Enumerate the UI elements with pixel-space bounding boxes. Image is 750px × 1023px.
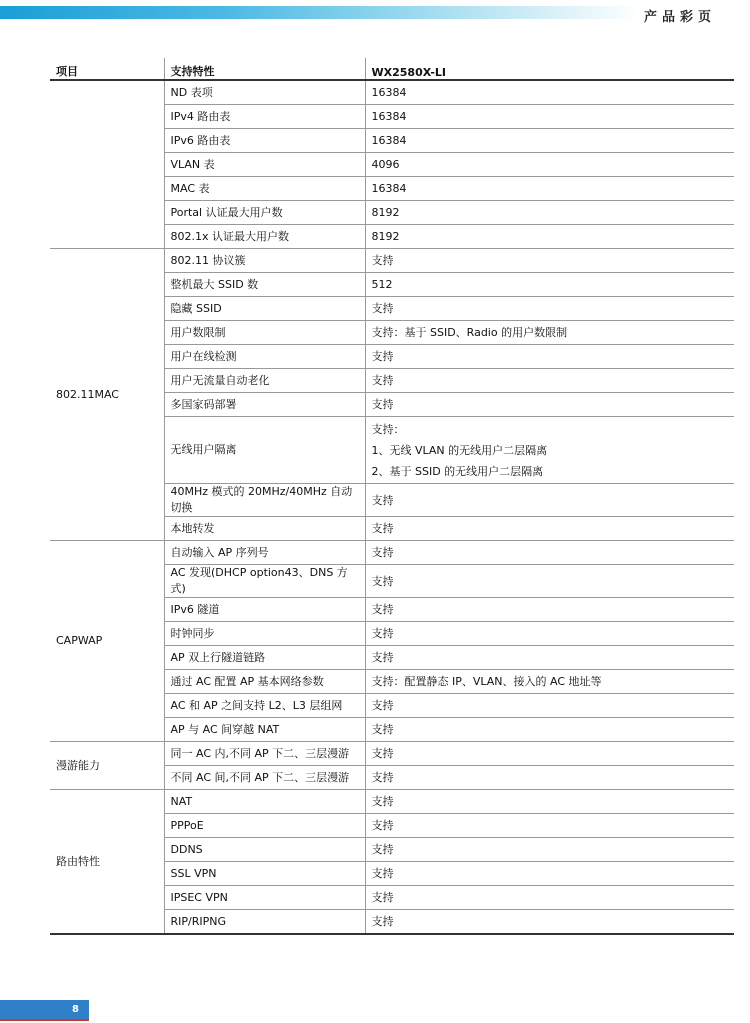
category-cell: 802.11MAC	[50, 249, 164, 541]
value-cell	[365, 297, 734, 321]
value-cell	[365, 565, 734, 598]
table-row	[50, 80, 734, 105]
table-row	[50, 742, 734, 766]
value-cell	[365, 417, 734, 484]
feature-cell: IPv4 路由表	[164, 105, 365, 129]
value-cell	[365, 814, 734, 838]
value-line: 支持	[371, 398, 394, 411]
feature-cell: 整机最大 SSID 数	[164, 273, 365, 297]
page-number-underline	[0, 1019, 89, 1021]
value-line: 支持	[371, 651, 394, 664]
value-line: 16384	[371, 86, 407, 99]
feature-cell: 用户数限制	[164, 321, 365, 345]
category-cell: 漫游能力	[50, 742, 164, 790]
feature-cell: VLAN 表	[164, 153, 365, 177]
header-feature: 支持特性	[164, 58, 365, 80]
category-cell	[50, 80, 164, 249]
feature-cell: AP 双上行隧道链路	[164, 646, 365, 670]
table-header-row	[50, 58, 734, 80]
value-line: 支持	[371, 522, 394, 535]
value-line: 16384	[371, 134, 407, 147]
value-cell	[365, 670, 734, 694]
spec-table-body	[50, 80, 734, 934]
value-line: 支持	[371, 627, 394, 640]
feature-cell: ND 表项	[164, 80, 365, 105]
value-cell	[365, 838, 734, 862]
page-header-title: 产品彩页	[643, 10, 716, 25]
feature-cell: 用户在线检测	[164, 345, 365, 369]
feature-cell: 40MHz 模式的 20MHz/40MHz 自动切换	[164, 484, 365, 517]
value-line: 支持	[371, 723, 394, 736]
value-line: 支持	[371, 891, 394, 904]
value-cell	[365, 718, 734, 742]
value-cell	[365, 393, 734, 417]
feature-cell: 多国家码部署	[164, 393, 365, 417]
value-line: 8192	[371, 230, 400, 243]
value-line: 支持	[371, 747, 394, 760]
feature-cell: 802.1x 认证最大用户数	[164, 225, 365, 249]
value-cell	[365, 910, 734, 935]
feature-cell: PPPoE	[164, 814, 365, 838]
value-cell	[365, 129, 734, 153]
table-row	[50, 249, 734, 273]
value-cell	[365, 766, 734, 790]
value-cell	[365, 201, 734, 225]
value-cell	[365, 225, 734, 249]
header-gradient-bar	[0, 6, 640, 19]
feature-cell: 用户无流量自动老化	[164, 369, 365, 393]
value-cell	[365, 484, 734, 517]
feature-cell: 无线用户隔离	[164, 417, 365, 484]
value-cell	[365, 646, 734, 670]
value-cell	[365, 80, 734, 105]
value-cell	[365, 105, 734, 129]
value-line: 支持	[371, 574, 394, 588]
header-item: 项目	[50, 58, 164, 80]
feature-cell: 通过 AC 配置 AP 基本网络参数	[164, 670, 365, 694]
value-line: 支持	[371, 493, 394, 507]
value-line: 4096	[371, 158, 400, 171]
value-line: 支持	[371, 350, 394, 363]
feature-cell: 时钟同步	[164, 622, 365, 646]
value-cell	[365, 862, 734, 886]
value-cell	[365, 249, 734, 273]
table-row	[50, 541, 734, 565]
value-line: 支持	[371, 374, 394, 387]
value-cell	[365, 153, 734, 177]
value-cell	[365, 541, 734, 565]
value-cell	[365, 177, 734, 201]
value-line: 2、基于 SSID 的无线用户二层隔离	[371, 464, 544, 478]
feature-cell: MAC 表	[164, 177, 365, 201]
value-line: 512	[371, 278, 393, 291]
value-line: 支持：配置静态 IP、VLAN、接入的 AC 地址等	[371, 675, 602, 688]
feature-cell: DDNS	[164, 838, 365, 862]
page-number: 8	[0, 1000, 89, 1019]
value-line: 支持	[371, 867, 394, 880]
table-row	[50, 790, 734, 814]
feature-cell: AC 发现(DHCP option43、DNS 方式)	[164, 565, 365, 598]
header-model: WX2580X-LI	[365, 58, 734, 80]
feature-cell: Portal 认证最大用户数	[164, 201, 365, 225]
category-cell: CAPWAP	[50, 541, 164, 742]
value-line: 支持	[371, 915, 394, 928]
value-cell	[365, 694, 734, 718]
value-line: 支持	[371, 771, 394, 784]
value-cell	[365, 886, 734, 910]
feature-cell: IPv6 路由表	[164, 129, 365, 153]
value-line: 8192	[371, 206, 400, 219]
value-line: 支持	[371, 302, 394, 315]
value-cell	[365, 273, 734, 297]
feature-cell: IPSEC VPN	[164, 886, 365, 910]
feature-cell: SSL VPN	[164, 862, 365, 886]
value-cell	[365, 321, 734, 345]
feature-cell: 自动输入 AP 序列号	[164, 541, 365, 565]
value-cell	[365, 369, 734, 393]
value-line: 支持：基于 SSID、Radio 的用户数限制	[371, 326, 568, 339]
value-line: 支持	[371, 546, 394, 559]
feature-cell: 同一 AC 内,不同 AP 下二、三层漫游	[164, 742, 365, 766]
feature-cell: 不同 AC 间,不同 AP 下二、三层漫游	[164, 766, 365, 790]
value-line: 支持	[371, 603, 394, 616]
feature-cell: AC 和 AP 之间支持 L2、L3 层组网	[164, 694, 365, 718]
value-cell	[365, 598, 734, 622]
feature-cell: AP 与 AC 间穿越 NAT	[164, 718, 365, 742]
spec-table	[50, 58, 734, 935]
value-cell	[365, 345, 734, 369]
value-line: 支持	[371, 795, 394, 808]
value-line: 1、无线 VLAN 的无线用户二层隔离	[371, 443, 548, 457]
feature-cell: 802.11 协议簇	[164, 249, 365, 273]
value-line: 16384	[371, 110, 407, 123]
value-cell	[365, 742, 734, 766]
value-cell	[365, 622, 734, 646]
value-line: 支持	[371, 699, 394, 712]
value-line: 支持	[371, 254, 394, 267]
feature-cell: NAT	[164, 790, 365, 814]
feature-cell: IPv6 隧道	[164, 598, 365, 622]
value-line: 支持	[371, 843, 394, 856]
feature-cell: 隐藏 SSID	[164, 297, 365, 321]
value-line: 16384	[371, 182, 407, 195]
value-cell	[365, 517, 734, 541]
feature-cell: RIP/RIPNG	[164, 910, 365, 935]
value-cell	[365, 790, 734, 814]
value-line: 支持	[371, 819, 394, 832]
category-cell: 路由特性	[50, 790, 164, 935]
value-line: 支持：	[371, 422, 405, 436]
feature-cell: 本地转发	[164, 517, 365, 541]
